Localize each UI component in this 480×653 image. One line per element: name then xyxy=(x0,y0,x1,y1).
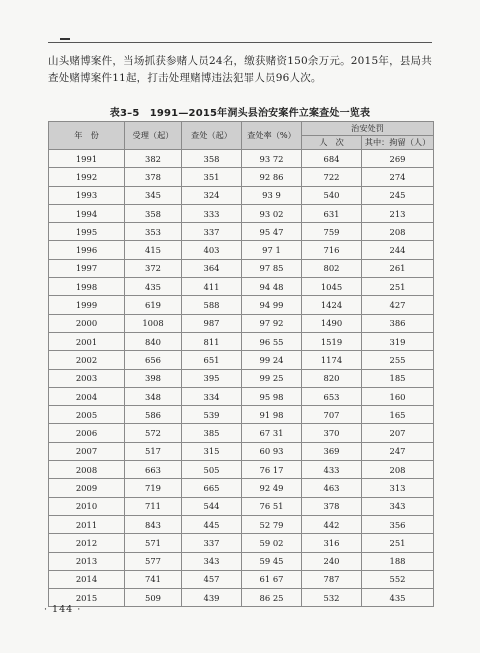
table-cell: 313 xyxy=(362,479,434,497)
table-row xyxy=(49,424,434,442)
table-cell: 653 xyxy=(302,387,362,405)
table-cell: 619 xyxy=(125,296,182,314)
table-cell: 245 xyxy=(362,186,434,204)
table-cell: 2002 xyxy=(49,351,125,369)
table-cell: 427 xyxy=(362,296,434,314)
table-cell: 59 45 xyxy=(242,552,302,570)
header-accepted: 受理（起） xyxy=(125,122,182,150)
table-cell: 334 xyxy=(182,387,242,405)
table-cell: 240 xyxy=(302,552,362,570)
table-cell: 711 xyxy=(125,497,182,515)
table-cell: 333 xyxy=(182,204,242,222)
table-cell: 337 xyxy=(182,534,242,552)
table-cell: 356 xyxy=(362,515,434,533)
table-cell: 415 xyxy=(125,241,182,259)
table-cell: 59 02 xyxy=(242,534,302,552)
table-cell: 2014 xyxy=(49,570,125,588)
table-cell: 2005 xyxy=(49,406,125,424)
table-cell: 345 xyxy=(125,186,182,204)
table-cell: 1045 xyxy=(302,278,362,296)
table-row xyxy=(49,369,434,387)
table-cell: 358 xyxy=(182,150,242,168)
table-cell: 208 xyxy=(362,461,434,479)
table-row xyxy=(49,479,434,497)
table-row xyxy=(49,515,434,533)
table-cell: 369 xyxy=(302,442,362,460)
table-cell: 2009 xyxy=(49,479,125,497)
table-cell: 386 xyxy=(362,314,434,332)
table-cell: 1490 xyxy=(302,314,362,332)
table-cell: 802 xyxy=(302,259,362,277)
table-cell: 1174 xyxy=(302,351,362,369)
table-cell: 411 xyxy=(182,278,242,296)
table-cell: 93 02 xyxy=(242,204,302,222)
table-cell: 588 xyxy=(182,296,242,314)
table-cell: 631 xyxy=(302,204,362,222)
table-row xyxy=(49,223,434,241)
table-cell: 540 xyxy=(302,186,362,204)
table-cell: 1519 xyxy=(302,332,362,350)
table-cell: 2004 xyxy=(49,387,125,405)
table-cell: 165 xyxy=(362,406,434,424)
table-cell: 439 xyxy=(182,589,242,607)
table-cell: 2007 xyxy=(49,442,125,460)
table-cell: 987 xyxy=(182,314,242,332)
table-row xyxy=(49,589,434,607)
table-cell: 1008 xyxy=(125,314,182,332)
table-cell: 1998 xyxy=(49,278,125,296)
table-cell: 722 xyxy=(302,168,362,186)
table-cell: 517 xyxy=(125,442,182,460)
table-cell: 207 xyxy=(362,424,434,442)
table-row xyxy=(49,241,434,259)
table-cell: 457 xyxy=(182,570,242,588)
table-cell: 247 xyxy=(362,442,434,460)
table-row xyxy=(49,406,434,424)
table-cell: 509 xyxy=(125,589,182,607)
header-persons: 人 次 xyxy=(302,136,362,150)
table-cell: 843 xyxy=(125,515,182,533)
table-cell: 353 xyxy=(125,223,182,241)
table-cell: 93 72 xyxy=(242,150,302,168)
table-cell: 2011 xyxy=(49,515,125,533)
table-cell: 1995 xyxy=(49,223,125,241)
table-cell: 316 xyxy=(302,534,362,552)
table-cell: 261 xyxy=(362,259,434,277)
table-cell: 319 xyxy=(362,332,434,350)
table-row xyxy=(49,186,434,204)
table-cell: 86 25 xyxy=(242,589,302,607)
table-cell: 337 xyxy=(182,223,242,241)
table-cell: 577 xyxy=(125,552,182,570)
page-number: · 144 · xyxy=(44,604,82,615)
intro-paragraph: 山头赌博案件，当场抓获参赌人员24名，缴获赌资150余万元。2015年，县局共查处赌博案件11起，打击处理赌博违法犯罪人员96人次。 xyxy=(48,55,432,84)
table-cell: 445 xyxy=(182,515,242,533)
table-cell: 315 xyxy=(182,442,242,460)
table-cell: 382 xyxy=(125,150,182,168)
table-cell: 385 xyxy=(182,424,242,442)
table-cell: 840 xyxy=(125,332,182,350)
table-cell: 76 51 xyxy=(242,497,302,515)
table-cell: 719 xyxy=(125,479,182,497)
header-penalty-group: 治安处罚 xyxy=(302,122,434,136)
table-row xyxy=(49,534,434,552)
table-cell: 343 xyxy=(182,552,242,570)
table-cell: 95 47 xyxy=(242,223,302,241)
table-cell: 463 xyxy=(302,479,362,497)
table-cell: 403 xyxy=(182,241,242,259)
table-row xyxy=(49,259,434,277)
table-cell: 93 9 xyxy=(242,186,302,204)
table-cell: 274 xyxy=(362,168,434,186)
table-cell: 2010 xyxy=(49,497,125,515)
table-row xyxy=(49,442,434,460)
table-cell: 665 xyxy=(182,479,242,497)
table-cell: 716 xyxy=(302,241,362,259)
table-row xyxy=(49,204,434,222)
table-cell: 160 xyxy=(362,387,434,405)
table-row xyxy=(49,497,434,515)
table-cell: 97 1 xyxy=(242,241,302,259)
table-cell: 351 xyxy=(182,168,242,186)
table-cell: 96 55 xyxy=(242,332,302,350)
table-cell: 60 93 xyxy=(242,442,302,460)
table-cell: 1992 xyxy=(49,168,125,186)
table-cell: 185 xyxy=(362,369,434,387)
table-cell: 95 98 xyxy=(242,387,302,405)
table-cell: 358 xyxy=(125,204,182,222)
table-cell: 2013 xyxy=(49,552,125,570)
table-row xyxy=(49,314,434,332)
table-cell: 92 49 xyxy=(242,479,302,497)
table-row xyxy=(49,332,434,350)
table-cell: 61 67 xyxy=(242,570,302,588)
table-row xyxy=(49,552,434,570)
table-cell: 1424 xyxy=(302,296,362,314)
header-handled: 查处（起） xyxy=(182,122,242,150)
table-cell: 67 31 xyxy=(242,424,302,442)
table-cell: 370 xyxy=(302,424,362,442)
table-cell: 244 xyxy=(362,241,434,259)
table-cell: 586 xyxy=(125,406,182,424)
table-row xyxy=(49,296,434,314)
table-cell: 76 17 xyxy=(242,461,302,479)
table-cell: 572 xyxy=(125,424,182,442)
table-cell: 505 xyxy=(182,461,242,479)
table-cell: 251 xyxy=(362,534,434,552)
table-cell: 2008 xyxy=(49,461,125,479)
table-cell: 544 xyxy=(182,497,242,515)
table-cell: 378 xyxy=(125,168,182,186)
table-cell: 2015 xyxy=(49,589,125,607)
table-cell: 820 xyxy=(302,369,362,387)
table-row xyxy=(49,570,434,588)
header-rule xyxy=(48,42,432,43)
table-title: 表3–5 1991—2015年洞头县治安案件立案查处一览表 xyxy=(109,108,371,119)
table-row xyxy=(49,168,434,186)
table-cell: 707 xyxy=(302,406,362,424)
table-row xyxy=(49,150,434,168)
table-row xyxy=(49,351,434,369)
table-cell: 552 xyxy=(362,570,434,588)
table-cell: 269 xyxy=(362,150,434,168)
table-cell: 213 xyxy=(362,204,434,222)
table-cell: 378 xyxy=(302,497,362,515)
header-year: 年 份 xyxy=(49,122,125,150)
table-cell: 372 xyxy=(125,259,182,277)
table-cell: 532 xyxy=(302,589,362,607)
table-cell: 1996 xyxy=(49,241,125,259)
table-cell: 759 xyxy=(302,223,362,241)
table-cell: 656 xyxy=(125,351,182,369)
table-row xyxy=(49,461,434,479)
header-rate: 查处率（%） xyxy=(242,122,302,150)
table-row xyxy=(49,278,434,296)
table-cell: 398 xyxy=(125,369,182,387)
table-cell: 2001 xyxy=(49,332,125,350)
table-cell: 343 xyxy=(362,497,434,515)
table-cell: 208 xyxy=(362,223,434,241)
table-cell: 1999 xyxy=(49,296,125,314)
table-cell: 348 xyxy=(125,387,182,405)
table-cell: 442 xyxy=(302,515,362,533)
table-cell: 99 25 xyxy=(242,369,302,387)
table-cell: 251 xyxy=(362,278,434,296)
header-detained: 其中：拘留（人） xyxy=(362,136,434,150)
table-cell: 1991 xyxy=(49,150,125,168)
table-cell: 663 xyxy=(125,461,182,479)
table-cell: 539 xyxy=(182,406,242,424)
table-row xyxy=(49,387,434,405)
table-cell: 324 xyxy=(182,186,242,204)
table-cell: 255 xyxy=(362,351,434,369)
table-cell: 1994 xyxy=(49,204,125,222)
table-cell: 433 xyxy=(302,461,362,479)
table-cell: 97 92 xyxy=(242,314,302,332)
table-cell: 2000 xyxy=(49,314,125,332)
table-cell: 188 xyxy=(362,552,434,570)
table-cell: 2003 xyxy=(49,369,125,387)
header-mark xyxy=(60,38,70,40)
table-cell: 92 86 xyxy=(242,168,302,186)
table-cell: 741 xyxy=(125,570,182,588)
table-cell: 91 98 xyxy=(242,406,302,424)
table-cell: 571 xyxy=(125,534,182,552)
table-cell: 2006 xyxy=(49,424,125,442)
table-cell: 364 xyxy=(182,259,242,277)
table-cell: 435 xyxy=(362,589,434,607)
table-cell: 97 85 xyxy=(242,259,302,277)
table-cell: 94 48 xyxy=(242,278,302,296)
table-cell: 787 xyxy=(302,570,362,588)
table-cell: 651 xyxy=(182,351,242,369)
table-cell: 52 79 xyxy=(242,515,302,533)
table-cell: 811 xyxy=(182,332,242,350)
table-cell: 395 xyxy=(182,369,242,387)
table-cell: 1993 xyxy=(49,186,125,204)
table-cell: 94 99 xyxy=(242,296,302,314)
case-statistics-table xyxy=(48,121,434,607)
table-cell: 684 xyxy=(302,150,362,168)
table-cell: 2012 xyxy=(49,534,125,552)
table-cell: 435 xyxy=(125,278,182,296)
table-cell: 99 24 xyxy=(242,351,302,369)
table-cell: 1997 xyxy=(49,259,125,277)
